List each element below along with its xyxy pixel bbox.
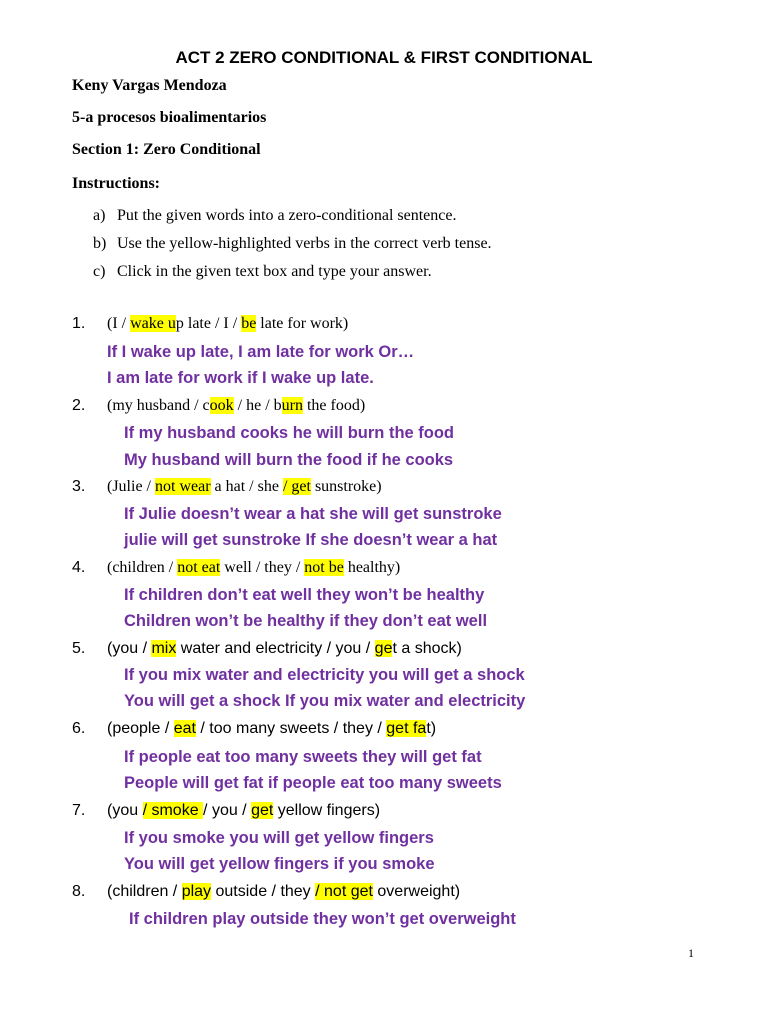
highlighted-verb: not eat (177, 559, 221, 576)
section-heading: Section 1: Zero Conditional (72, 141, 261, 158)
item-number: 2. (72, 397, 86, 414)
item-prompt: (I / wake up late / I / be late for work) (107, 315, 349, 332)
answer-text-box[interactable]: If children play outside they won’t get overweight (129, 910, 516, 928)
highlighted-verb: mix (151, 640, 177, 657)
answer-text-box[interactable]: You will get yellow fingers if you smoke (124, 855, 435, 873)
group-name: 5-a procesos bioalimentarios (72, 109, 267, 126)
item-number: 3. (72, 478, 86, 495)
item-number: 5. (72, 640, 86, 657)
instruction-label: c) (93, 263, 106, 280)
instruction-text: Put the given words into a zero-conditional sentence. (117, 207, 457, 224)
highlighted-verb: get fa (386, 720, 427, 737)
answer-text-box[interactable]: If children don’t eat well they won’t be healthy (124, 586, 485, 604)
item-prompt: (Julie / not wear a hat / she / get sunstroke) (107, 478, 382, 495)
item-prompt: (children / not eat well / they / not be healthy) (107, 559, 401, 576)
item-prompt: (you / mix water and electricity / you / get a shock) (107, 640, 462, 657)
instruction-item (93, 207, 456, 225)
answer-text-box[interactable]: If you mix water and electricity you will get a shock (124, 666, 525, 684)
highlighted-verb: / get (282, 478, 311, 495)
item-prompt: (children / play outside / they / not get overweight) (107, 883, 461, 900)
item-prompt: (people / eat / too many sweets / they / get fat) (107, 720, 437, 737)
item-number: 7. (72, 802, 86, 819)
highlighted-verb: ook (209, 397, 234, 414)
item-number: 6. (72, 720, 86, 737)
instructions-label: Instructions: (72, 175, 161, 192)
answer-text-box[interactable]: If I wake up late, I am late for work Or… (107, 343, 415, 361)
highlighted-verb: / not get (315, 883, 373, 900)
answer-text-box[interactable]: Children won’t be healthy if they don’t eat well (124, 612, 488, 630)
highlighted-verb: not be (304, 559, 344, 576)
highlighted-verb: wake u (130, 315, 176, 332)
answer-text-box[interactable]: People will get fat if people eat too many sweets (124, 774, 502, 792)
answer-text-box[interactable]: I am late for work if I wake up late. (107, 369, 374, 387)
answer-text-box[interactable]: If Julie doesn’t wear a hat she will get sunstroke (124, 505, 502, 523)
instruction-item (93, 263, 432, 281)
answer-text-box[interactable]: My husband will burn the food if he cooks (124, 451, 454, 469)
item-prompt: (you / smoke / you / get yellow fingers) (107, 802, 381, 819)
highlighted-verb: not wear (155, 478, 211, 495)
answer-text-box[interactable]: If my husband cooks he will burn the food (124, 424, 455, 442)
instruction-item (93, 235, 492, 253)
item-prompt: (my husband / cook / he / burn the food) (107, 397, 366, 414)
highlighted-verb: get (251, 802, 274, 819)
highlighted-verb: ge (374, 640, 393, 657)
answer-text-box[interactable]: If you smoke you will get yellow fingers (124, 829, 434, 847)
author-name: Keny Vargas Mendoza (72, 77, 227, 94)
highlighted-verb: / smoke (142, 802, 204, 819)
highlighted-verb: be (241, 315, 257, 332)
highlighted-verb: play (181, 883, 212, 900)
answer-text-box[interactable]: If people eat too many sweets they will get fat (124, 748, 482, 766)
item-number: 1. (72, 315, 86, 332)
instruction-label: b) (93, 235, 107, 252)
highlighted-verb: urn (281, 397, 303, 414)
page-number: 1 (688, 946, 694, 960)
page-title: ACT 2 ZERO CONDITIONAL & FIRST CONDITIONAL (175, 48, 593, 67)
instruction-text: Use the yellow-highlighted verbs in the correct verb tense. (117, 235, 492, 252)
item-number: 8. (72, 883, 86, 900)
answer-text-box[interactable]: julie will get sunstroke If she doesn’t wear a hat (124, 531, 498, 549)
instruction-label: a) (93, 207, 106, 224)
answer-text-box[interactable]: You will get a shock If you mix water and electricity (124, 692, 526, 710)
item-number: 4. (72, 559, 86, 576)
highlighted-verb: eat (173, 720, 196, 737)
instruction-text: Click in the given text box and type your answer. (117, 263, 432, 280)
